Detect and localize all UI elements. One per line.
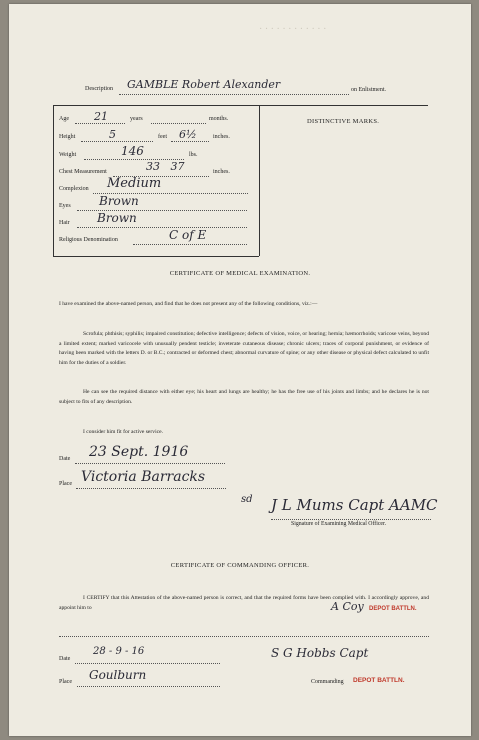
description-value: GAMBLE Robert Alexander	[127, 78, 281, 91]
medical-date-label: Date	[59, 456, 71, 462]
weight-value: 146	[121, 144, 144, 158]
commanding-depot-stamp: DEPOT BATTLN.	[353, 677, 405, 684]
height-label: Height	[59, 134, 76, 140]
commanding-place-value: Goulburn	[89, 668, 147, 682]
height-inches-dots	[171, 141, 209, 142]
hair-value: Brown	[97, 211, 137, 225]
commanding-label: Commanding	[311, 679, 344, 685]
medical-officer-signature: J L Mums Capt AAMC	[271, 496, 438, 514]
commanding-place-label: Place	[59, 679, 72, 685]
commanding-date-value: 28 - 9 - 16	[93, 646, 145, 657]
medical-para-intro: I have examined the above-named person, and find that he does not present any of the following conditions, viz.:—	[59, 301, 318, 307]
description-label: Description	[85, 86, 113, 92]
chest-label: Chest Measurement	[59, 169, 107, 175]
table-mid-rule	[259, 105, 260, 256]
commanding-appoint-value: A Coy	[331, 600, 364, 613]
eyes-value: Brown	[99, 194, 139, 208]
months-label: months.	[209, 116, 229, 122]
medical-signature-dots	[271, 519, 431, 520]
distinctive-marks-label: DISTINCTIVE MARKS.	[307, 118, 380, 125]
attestation-page	[9, 4, 471, 736]
medical-para-consider: I consider him fit for active service.	[83, 429, 163, 435]
description-dots	[119, 94, 349, 95]
table-top-rule	[53, 105, 428, 106]
months-dots	[151, 123, 206, 124]
complexion-value: Medium	[107, 176, 162, 191]
age-label: Age	[59, 116, 69, 122]
feet-label: feet	[158, 134, 167, 140]
commanding-place-dots	[77, 686, 220, 687]
inches-label: inches.	[213, 134, 230, 140]
table-bottom-rule	[53, 256, 259, 257]
medical-place-value: Victoria Barracks	[81, 469, 206, 485]
years-label: years	[130, 116, 143, 122]
hair-dots	[77, 227, 247, 228]
eyes-label: Eyes	[59, 203, 71, 209]
commanding-date-dots	[75, 663, 220, 664]
on-enlistment-label: on Enlistment.	[351, 87, 386, 93]
chest-inches-label: inches.	[213, 169, 230, 175]
medical-date-value: 23 Sept. 1916	[89, 444, 189, 460]
medical-place-label: Place	[59, 481, 72, 487]
table-left-rule	[53, 105, 54, 256]
religion-dots	[133, 244, 247, 245]
religion-label: Religious Denomination	[59, 237, 118, 243]
complexion-label: Complexion	[59, 186, 89, 192]
medical-para-fitness: He can see the required distance with either eye; his heart and lungs are healthy; he has the free use of his joints and limbs; and he declares he is not subject to fits of any description.	[59, 389, 429, 405]
hair-label: Hair	[59, 220, 70, 226]
medical-sig-prefix: sd	[241, 494, 253, 505]
religion-value: C of E	[169, 228, 207, 242]
medical-signature-label: Signature of Examining Medical Officer.	[291, 521, 387, 527]
height-inches-value: 6½	[179, 128, 197, 141]
weight-label: Weight	[59, 152, 77, 158]
appoint-depot-stamp: DEPOT BATTLN.	[369, 606, 417, 612]
commanding-officer-signature: S G Hobbs Capt	[271, 646, 369, 660]
commanding-para: I CERTIFY that this Attestation of the above-named person is correct, and that the required forms have been complied with. I accordingly approve, and appoint him to	[59, 595, 429, 611]
height-feet-dots	[81, 141, 153, 142]
age-value: 21	[94, 110, 108, 123]
medical-place-dots	[76, 488, 226, 489]
medical-date-dots	[75, 463, 225, 464]
height-feet-value: 5	[109, 128, 116, 141]
chest-value: 33 37	[146, 160, 185, 173]
age-dots	[75, 123, 125, 124]
show-through-text: · · · · · · · · · · · ·	[259, 24, 327, 35]
medical-certificate-heading: CERTIFICATE OF MEDICAL EXAMINATION.	[169, 270, 311, 277]
medical-para-conditions: Scrofula; phthisis; syphilis; impaired constitution; defective intelligence; defects of vision, voice, or hearing; hernia; hæmorrhoids; varicose veins, beyond a limited extent; marked varicocele with unusually pendent testicle; inveterate cutaneous disease; chronic ulcers; traces of corporal punishment, or evidence of having been marked with the letters D. or B.C.; contracted or deformed chest; abnormal curvature of spine; or any other disease or physical defect calculated to unfit him for the duties of a soldier.	[59, 331, 429, 366]
commanding-blank-dots	[59, 636, 429, 637]
commanding-date-label: Date	[59, 656, 71, 662]
lbs-label: lbs.	[189, 152, 198, 158]
commanding-certificate-heading: CERTIFICATE OF COMMANDING OFFICER.	[170, 562, 310, 569]
